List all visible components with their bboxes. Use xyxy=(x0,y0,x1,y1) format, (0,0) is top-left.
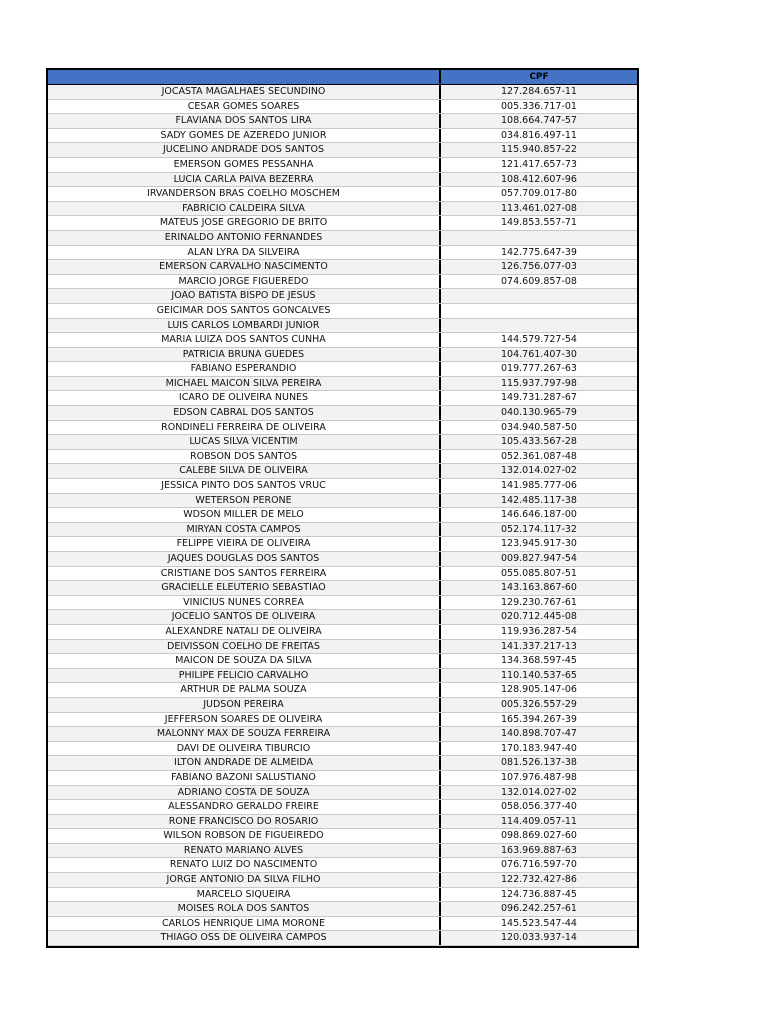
cpf-cell: 128.905.147-06 xyxy=(501,684,577,696)
table-row xyxy=(48,406,637,421)
table-row xyxy=(48,129,637,144)
name-cell: EMERSON GOMES PESSANHA xyxy=(48,158,441,172)
name-cell: RONDINELI FERREIRA DE OLIVEIRA xyxy=(48,421,441,435)
name-cell: ALEXANDRE NATALI DE OLIVEIRA xyxy=(48,625,441,639)
cpf-cell: 005.336.717-01 xyxy=(501,100,577,112)
table-row xyxy=(48,800,637,815)
table-row xyxy=(48,698,637,713)
table-row xyxy=(48,260,637,275)
name-cell: IRVANDERSON BRAS COELHO MOSCHEM xyxy=(48,187,441,201)
cpf-cell: 105.433.567-28 xyxy=(501,436,577,448)
name-cell: ALESSANDRO GERALDO FREIRE xyxy=(48,800,441,814)
cpf-cell: 057.709.017-80 xyxy=(501,188,577,200)
cpf-cell: 146.646.187-00 xyxy=(501,509,577,521)
cpf-cell: 108.412.607-96 xyxy=(501,173,577,185)
table-row xyxy=(48,888,637,903)
cpf-cell: 149.853.557-71 xyxy=(501,217,577,229)
name-cell: JESSICA PINTO DOS SANTOS VRUC xyxy=(48,479,441,493)
table-row xyxy=(48,143,637,158)
cpf-cell: 149.731.287-67 xyxy=(501,392,577,404)
name-cell: GEICIMAR DOS SANTOS GONCALVES xyxy=(48,304,441,318)
table-row xyxy=(48,333,637,348)
table-row xyxy=(48,100,637,115)
table-row xyxy=(48,202,637,217)
spreadsheet-table xyxy=(46,68,639,948)
cpf-cell: 034.816.497-11 xyxy=(501,129,577,141)
table-row xyxy=(48,494,637,509)
cpf-cell: 144.579.727-54 xyxy=(501,334,577,346)
name-cell: FELIPPE VIEIRA DE OLIVEIRA xyxy=(48,537,441,551)
cpf-cell: 143.163.867-60 xyxy=(501,582,577,594)
table-row xyxy=(48,391,637,406)
cpf-cell: 142.775.647-39 xyxy=(501,246,577,258)
name-cell: FABRICIO CALDEIRA SILVA xyxy=(48,202,441,216)
name-cell: JUDSON PEREIRA xyxy=(48,698,441,712)
table-row xyxy=(48,377,637,392)
name-cell: MARCIO JORGE FIGUEREDO xyxy=(48,275,441,289)
cpf-cell: 019.777.267-63 xyxy=(501,363,577,375)
name-cell: GRACIELLE ELEUTERIO SEBASTIAO xyxy=(48,581,441,595)
name-cell: FLAVIANA DOS SANTOS LIRA xyxy=(48,114,441,128)
cpf-cell: 170.183.947-40 xyxy=(501,742,577,754)
cpf-cell xyxy=(441,304,637,318)
name-cell: MIRYAN COSTA CAMPOS xyxy=(48,523,441,537)
table-row xyxy=(48,114,637,129)
cpf-cell: 124.736.887-45 xyxy=(501,888,577,900)
cpf-cell: 121.417.657-73 xyxy=(501,158,577,170)
cpf-cell: 145.523.547-44 xyxy=(501,917,577,929)
name-cell: ROBSON DOS SANTOS xyxy=(48,450,441,464)
cpf-cell: 034.940.587-50 xyxy=(501,421,577,433)
table-row xyxy=(48,669,637,684)
table-row xyxy=(48,319,637,334)
name-cell: WETERSON PERONE xyxy=(48,494,441,508)
table-row xyxy=(48,435,637,450)
name-cell: JORGE ANTONIO DA SILVA FILHO xyxy=(48,873,441,887)
table-row xyxy=(48,275,637,290)
table-row xyxy=(48,289,637,304)
table-row xyxy=(48,173,637,188)
table-row xyxy=(48,713,637,728)
table-row xyxy=(48,362,637,377)
table-row xyxy=(48,756,637,771)
cpf-cell: 127.284.657-11 xyxy=(501,86,577,97)
cpf-cell: 115.940.857-22 xyxy=(501,144,577,156)
cpf-cell: 040.130.965-79 xyxy=(501,407,577,419)
table-header-row xyxy=(48,70,637,85)
table-row xyxy=(48,479,637,494)
name-cell: MOISES ROLA DOS SANTOS xyxy=(48,902,441,916)
table-row xyxy=(48,246,637,261)
name-cell: CRISTIANE DOS SANTOS FERREIRA xyxy=(48,567,441,581)
table-row xyxy=(48,421,637,436)
name-cell: RENATO LUIZ DO NASCIMENTO xyxy=(48,858,441,872)
table-row xyxy=(48,216,637,231)
name-cell: CESAR GOMES SOARES xyxy=(48,100,441,114)
cpf-cell xyxy=(441,319,637,333)
table-row xyxy=(48,450,637,465)
table-row xyxy=(48,654,637,669)
name-cell: MATEUS JOSE GREGORIO DE BRITO xyxy=(48,216,441,230)
table-row xyxy=(48,552,637,567)
cpf-cell: 098.869.027-60 xyxy=(501,830,577,842)
table-row xyxy=(48,231,637,246)
cpf-cell: 113.461.027-08 xyxy=(501,202,577,214)
table-row xyxy=(48,683,637,698)
name-cell: EMERSON CARVALHO NASCIMENTO xyxy=(48,260,441,274)
name-cell: THIAGO OSS DE OLIVEIRA CAMPOS xyxy=(48,931,441,945)
cpf-cell: 096.242.257-61 xyxy=(501,903,577,915)
name-cell: EDSON CABRAL DOS SANTOS xyxy=(48,406,441,420)
name-cell: RENATO MARIANO ALVES xyxy=(48,844,441,858)
name-cell: MARIA LUIZA DOS SANTOS CUNHA xyxy=(48,333,441,347)
cpf-cell: 108.664.747-57 xyxy=(501,115,577,127)
table-row xyxy=(48,727,637,742)
cpf-cell: 140.898.707-47 xyxy=(501,728,577,740)
cpf-cell: 141.985.777-06 xyxy=(501,480,577,492)
table-row xyxy=(48,917,637,932)
table-row xyxy=(48,187,637,202)
name-cell: ALAN LYRA DA SILVEIRA xyxy=(48,246,441,260)
name-cell: LUCAS SILVA VICENTIM xyxy=(48,435,441,449)
table-row xyxy=(48,625,637,640)
cpf-cell: 020.712.445-08 xyxy=(501,611,577,623)
table-row xyxy=(48,858,637,873)
cpf-cell: 132.014.027-02 xyxy=(501,465,577,477)
table-row xyxy=(48,610,637,625)
cpf-cell: 132.014.027-02 xyxy=(501,786,577,798)
cpf-cell: 129.230.767-61 xyxy=(501,596,577,608)
cpf-cell: 122.732.427-86 xyxy=(501,874,577,886)
table-row xyxy=(48,844,637,859)
name-cell: WILSON ROBSON DE FIGUEIREDO xyxy=(48,829,441,843)
name-cell: JUCELINO ANDRADE DOS SANTOS xyxy=(48,143,441,157)
name-cell: CARLOS HENRIQUE LIMA MORONE xyxy=(48,917,441,931)
cpf-cell: 058.056.377-40 xyxy=(501,801,577,813)
header-cell-name xyxy=(48,70,441,84)
cpf-cell: 052.361.087-48 xyxy=(501,450,577,462)
cpf-cell: 074.609.857-08 xyxy=(501,275,577,287)
table-row xyxy=(48,596,637,611)
table-row xyxy=(48,158,637,173)
name-cell: DEIVISSON COELHO DE FREITAS xyxy=(48,640,441,654)
cpf-cell: 114.409.057-11 xyxy=(501,815,577,827)
cpf-cell: 126.756.077-03 xyxy=(501,261,577,273)
cpf-cell: 141.337.217-13 xyxy=(501,640,577,652)
table-row xyxy=(48,829,637,844)
name-cell: VINICIUS NUNES CORREA xyxy=(48,596,441,610)
name-cell: DAVI DE OLIVEIRA TIBURCIO xyxy=(48,742,441,756)
table-body xyxy=(48,85,637,946)
name-cell: WDSON MILLER DE MELO xyxy=(48,508,441,522)
name-cell: ICARO DE OLIVEIRA NUNES xyxy=(48,391,441,405)
name-cell: ADRIANO COSTA DE SOUZA xyxy=(48,786,441,800)
cpf-cell: 107.976.487-98 xyxy=(501,771,577,783)
table-row xyxy=(48,348,637,363)
name-cell: MARCELO SIQUEIRA xyxy=(48,888,441,902)
table-row xyxy=(48,902,637,917)
cpf-cell: 115.937.797-98 xyxy=(501,377,577,389)
cpf-cell: 134.368.597-45 xyxy=(501,655,577,667)
cpf-cell: 120.033.937-14 xyxy=(501,932,577,944)
header-cell-cpf: CPF xyxy=(529,72,549,82)
cpf-cell xyxy=(441,231,637,245)
name-cell: LUCIA CARLA PAIVA BEZERRA xyxy=(48,173,441,187)
cpf-cell: 055.085.807-51 xyxy=(501,567,577,579)
name-cell: JEFFERSON SOARES DE OLIVEIRA xyxy=(48,713,441,727)
name-cell: JOAO BATISTA BISPO DE JESUS xyxy=(48,289,441,303)
name-cell: PHILIPE FELICIO CARVALHO xyxy=(48,669,441,683)
name-cell: JOCASTA MAGALHAES SECUNDINO xyxy=(48,85,441,99)
name-cell: JOCELIO SANTOS DE OLIVEIRA xyxy=(48,610,441,624)
name-cell: FABIANO BAZONI SALUSTIANO xyxy=(48,771,441,785)
name-cell: MAICON DE SOUZA DA SILVA xyxy=(48,654,441,668)
table-row xyxy=(48,815,637,830)
cpf-cell: 005.326.557-29 xyxy=(501,698,577,710)
cpf-cell: 110.140.537-65 xyxy=(501,669,577,681)
table-row xyxy=(48,931,637,946)
name-cell: PATRICIA BRUNA GUEDES xyxy=(48,348,441,362)
name-cell: SADY GOMES DE AZEREDO JUNIOR xyxy=(48,129,441,143)
table-row xyxy=(48,304,637,319)
name-cell: JAQUES DOUGLAS DOS SANTOS xyxy=(48,552,441,566)
table-row xyxy=(48,640,637,655)
cpf-cell xyxy=(441,289,637,303)
name-cell: MALONNY MAX DE SOUZA FERREIRA xyxy=(48,727,441,741)
table-row xyxy=(48,508,637,523)
table-row xyxy=(48,523,637,538)
cpf-cell: 081.526.137-38 xyxy=(501,757,577,769)
cpf-cell: 009.827.947-54 xyxy=(501,553,577,564)
name-cell: CALEBE SILVA DE OLIVEIRA xyxy=(48,464,441,478)
name-cell: RONE FRANCISCO DO ROSARIO xyxy=(48,815,441,829)
name-cell: LUIS CARLOS LOMBARDI JUNIOR xyxy=(48,319,441,333)
table-row xyxy=(48,567,637,582)
name-cell: MICHAEL MAICON SILVA PEREIRA xyxy=(48,377,441,391)
cpf-cell: 165.394.267-39 xyxy=(501,713,577,725)
table-row xyxy=(48,786,637,801)
table-row xyxy=(48,464,637,479)
name-cell: ARTHUR DE PALMA SOUZA xyxy=(48,683,441,697)
cpf-cell: 123.945.917-30 xyxy=(501,538,577,550)
table-row xyxy=(48,873,637,888)
cpf-cell: 142.485.117-38 xyxy=(501,494,577,506)
table-row xyxy=(48,85,637,100)
name-cell: FABIANO ESPERANDIO xyxy=(48,362,441,376)
cpf-cell: 119.936.287-54 xyxy=(501,625,577,637)
name-cell: ERINALDO ANTONIO FERNANDES xyxy=(48,231,441,245)
cpf-cell: 104.761.407-30 xyxy=(501,348,577,360)
cpf-cell: 052.174.117-32 xyxy=(501,523,577,535)
table-row xyxy=(48,581,637,596)
table-row xyxy=(48,742,637,757)
name-cell: ILTON ANDRADE DE ALMEIDA xyxy=(48,756,441,770)
cpf-cell: 163.969.887-63 xyxy=(501,844,577,856)
table-row xyxy=(48,537,637,552)
table-row xyxy=(48,771,637,786)
cpf-cell: 076.716.597-70 xyxy=(501,859,577,871)
